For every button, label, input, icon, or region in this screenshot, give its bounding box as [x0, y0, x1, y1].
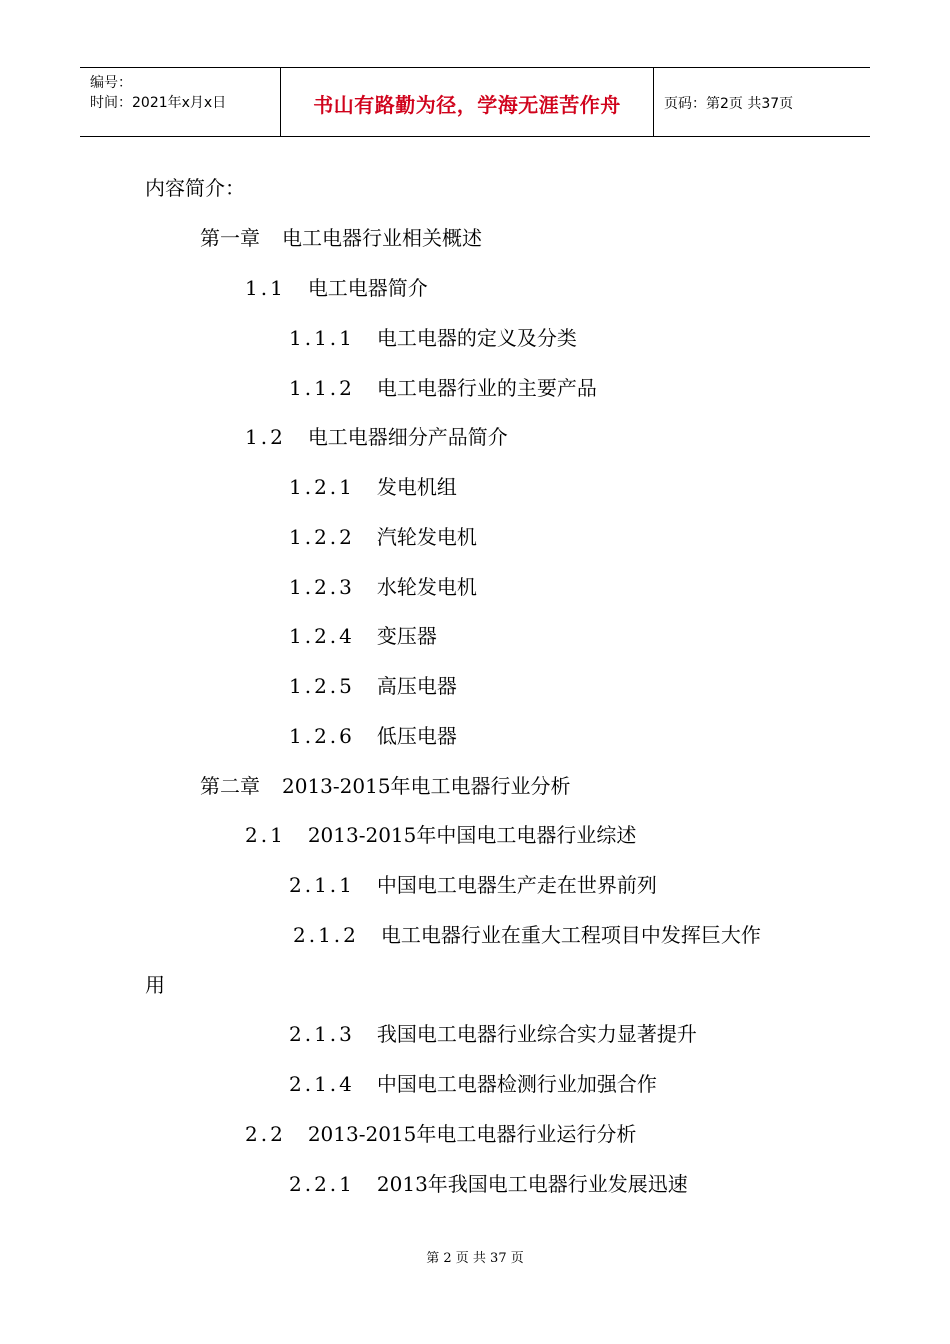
- toc-section-2-2[interactable]: [245, 1118, 636, 1147]
- header-meta-cell: [80, 68, 281, 136]
- toc-title: 中国电工电器检测行业加强合作: [376, 1072, 657, 1096]
- toc-num: 1.2.4: [289, 624, 355, 648]
- toc-title: 电工电器行业在重大工程项目中发挥巨大作: [380, 923, 761, 947]
- header-page-cell: [654, 68, 870, 136]
- toc-num: 2.1.3: [289, 1022, 355, 1046]
- toc-section-1-2-1[interactable]: [289, 471, 457, 500]
- toc-section-2-1-3[interactable]: [289, 1018, 697, 1047]
- toc-num: 1.2.3: [289, 575, 355, 599]
- toc-num: 1.1.2: [289, 376, 355, 400]
- time-label: 时间：2021年x月x日: [90, 95, 227, 111]
- toc-num: 1.2.5: [289, 674, 355, 698]
- toc-section-1-1[interactable]: [245, 272, 428, 301]
- toc-title: 水轮发电机: [376, 575, 477, 599]
- toc-section-1-2-6[interactable]: [289, 720, 457, 749]
- toc-title: 电工电器细分产品简介: [307, 425, 508, 449]
- toc-section-2-1-2-wrap: 用: [145, 973, 165, 997]
- toc-num: 1.2.6: [289, 724, 355, 748]
- toc-chapter-1[interactable]: [200, 222, 482, 251]
- intro-heading: 内容简介：: [145, 176, 245, 200]
- toc-title: 电工电器简介: [307, 276, 428, 300]
- toc-section-2-2-1[interactable]: [289, 1168, 688, 1197]
- header-motto-cell: [281, 68, 654, 136]
- page-footer: 第 2 页 共 37 页: [426, 1251, 524, 1266]
- toc-num: 2.2.1: [289, 1172, 355, 1196]
- toc-section-1-1-1[interactable]: [289, 322, 577, 351]
- toc-section-1-2-4[interactable]: [289, 620, 437, 649]
- toc-num: 2.1.2: [293, 923, 359, 947]
- toc-section-2-1-4[interactable]: [289, 1068, 657, 1097]
- toc-title: 变压器: [376, 624, 437, 648]
- toc-num: 第一章: [200, 226, 260, 250]
- page-info: 页码：第2页 共37页: [664, 96, 794, 112]
- toc-num: 2.2: [245, 1122, 286, 1146]
- toc-section-1-2-3[interactable]: [289, 571, 477, 600]
- toc-num: 1.2.2: [289, 525, 355, 549]
- toc-title: 电工电器行业相关概述: [282, 226, 482, 250]
- toc-title: 我国电工电器行业综合实力显著提升: [376, 1022, 697, 1046]
- header-table: [80, 67, 870, 137]
- toc-num: 2.1.1: [289, 873, 355, 897]
- toc-title: 电工电器的定义及分类: [376, 326, 577, 350]
- motto-text: 书山有路勤为径，学海无涯苦作舟: [313, 92, 621, 117]
- toc-num: 2.1: [245, 823, 286, 847]
- toc-section-1-1-2[interactable]: [289, 372, 597, 401]
- toc-num: 1.1: [245, 276, 286, 300]
- toc-chapter-2[interactable]: [200, 770, 571, 799]
- toc-num: 2.1.4: [289, 1072, 355, 1096]
- toc-title: 汽轮发电机: [376, 525, 477, 549]
- toc-title: 高压电器: [376, 674, 457, 698]
- toc-title: 2013-2015年电工电器行业分析: [282, 774, 571, 798]
- toc-title: 低压电器: [376, 724, 457, 748]
- toc-title: 电工电器行业的主要产品: [376, 376, 597, 400]
- toc-title: 中国电工电器生产走在世界前列: [376, 873, 657, 897]
- toc-section-1-2-5[interactable]: [289, 670, 457, 699]
- toc-num: 1.2: [245, 425, 286, 449]
- toc-title: 发电机组: [376, 475, 457, 499]
- toc-section-1-2[interactable]: [245, 421, 508, 450]
- toc-title: 2013-2015年中国电工电器行业综述: [307, 823, 637, 847]
- number-label: 编号：: [90, 75, 132, 91]
- toc-section-1-2-2[interactable]: [289, 521, 477, 550]
- toc-num: 1.2.1: [289, 475, 355, 499]
- toc-section-2-1-2[interactable]: [293, 919, 761, 948]
- toc-section-2-1-1[interactable]: [289, 869, 657, 898]
- toc-num: 第二章: [200, 774, 260, 798]
- toc-num: 1.1.1: [289, 326, 355, 350]
- toc-title: 2013-2015年电工电器行业运行分析: [307, 1122, 637, 1146]
- toc-section-2-1[interactable]: [245, 819, 636, 848]
- toc-title: 2013年我国电工电器行业发展迅速: [376, 1172, 688, 1196]
